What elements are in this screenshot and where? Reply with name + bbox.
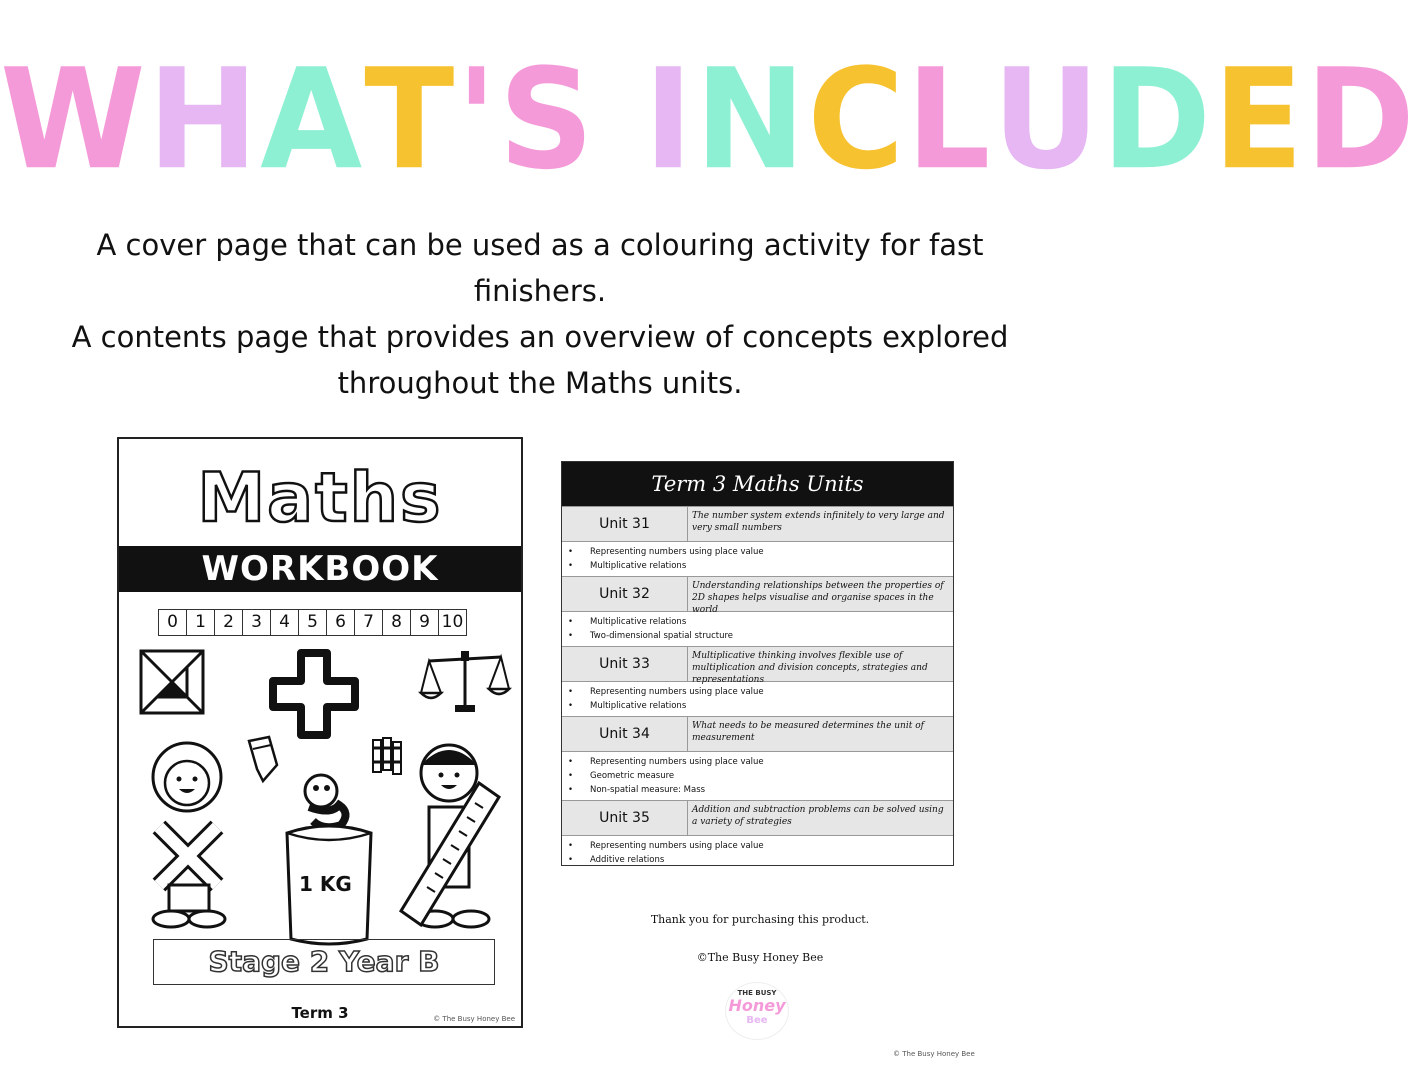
concept-item: • Geometric measure xyxy=(568,769,953,783)
number-cell: 4 xyxy=(270,609,299,636)
unit-name: Unit 32 xyxy=(562,577,688,611)
unit-name: Unit 35 xyxy=(562,801,688,835)
description xyxy=(60,222,1020,406)
kg-label: 1 KG xyxy=(299,872,352,896)
unit-row xyxy=(562,506,953,541)
number-cell: 3 xyxy=(242,609,271,636)
concept-item: • Additive relations xyxy=(568,853,953,867)
cover-page-preview xyxy=(117,437,523,1028)
unit-description: Multiplicative thinking involves flexible use of multiplication and division concepts, strategies and representations xyxy=(688,647,953,681)
concept-item: • Multiplicative relations xyxy=(568,559,953,573)
pencil-icon xyxy=(243,735,283,783)
headline-letter: L xyxy=(906,39,993,201)
number-cell: 1 xyxy=(186,609,215,636)
logo-text-2: Honey xyxy=(728,996,786,1015)
headline-letter: H xyxy=(147,39,261,201)
page-copyright: © The Busy Honey Bee xyxy=(893,1050,975,1058)
unit-row xyxy=(562,716,953,751)
number-cell: 10 xyxy=(438,609,467,636)
cover-band: WORKBOOK xyxy=(119,546,521,592)
headline-letter: N xyxy=(694,39,808,201)
concept-item: • Representing numbers using place value xyxy=(568,839,953,853)
ruler-icon xyxy=(395,779,505,929)
headline-letter xyxy=(596,36,644,204)
headline-letter: I xyxy=(643,39,695,201)
concept-item: • Non-spatial measure: Mass xyxy=(568,783,953,797)
number-cell: 6 xyxy=(326,609,355,636)
unit-concepts xyxy=(562,541,953,576)
headline-letter: ' xyxy=(456,39,499,201)
contents-title: Term 3 Maths Units xyxy=(562,462,953,506)
unit-description: The number system extends infinitely to very large and very small numbers xyxy=(688,507,953,541)
headline-letter: D xyxy=(1305,39,1417,201)
scales-icon xyxy=(421,649,509,715)
number-cell: 2 xyxy=(214,609,243,636)
headline-letter: D xyxy=(1101,39,1214,201)
headline-letter: T xyxy=(364,39,457,201)
headline xyxy=(0,39,1417,201)
number-cell: 8 xyxy=(382,609,411,636)
concept-item: • Representing numbers using place value xyxy=(568,685,953,699)
worm-icon xyxy=(279,769,379,949)
headline-letter: C xyxy=(807,39,907,201)
description-line-1: A cover page that can be used as a colouring activity for fast finishers. xyxy=(96,228,984,308)
unit-name: Unit 31 xyxy=(562,507,688,541)
concept-item: • Representing numbers using place value xyxy=(568,755,953,769)
unit-name: Unit 34 xyxy=(562,717,688,751)
cover-term: Term 3 xyxy=(291,1004,349,1022)
headline-letter: E xyxy=(1213,39,1306,201)
headline-letter: U xyxy=(992,39,1102,201)
unit-description: Addition and subtraction problems can be solved using a variety of strategies xyxy=(688,801,953,835)
unit-concepts xyxy=(562,681,953,716)
number-cell: 5 xyxy=(298,609,327,636)
number-line xyxy=(159,609,467,636)
unit-description: Understanding relationships between the properties of 2D shapes helps visualise and organise spaces in the world xyxy=(688,577,953,611)
cover-copyright: © The Busy Honey Bee xyxy=(433,1015,515,1023)
unit-row xyxy=(562,646,953,685)
concept-item: • Multiplicative relations xyxy=(568,615,953,629)
number-cell: 0 xyxy=(158,609,187,636)
number-cell: 9 xyxy=(410,609,439,636)
description-line-2: A contents page that provides an overview of concepts explored throughout the Maths units. xyxy=(71,320,1009,400)
logo-text-1: THE BUSY xyxy=(737,989,777,997)
concept-item: • Two-dimensional spatial structure xyxy=(568,629,953,643)
unit-row xyxy=(562,576,953,615)
unit-concepts xyxy=(562,835,953,870)
number-cell: 7 xyxy=(354,609,383,636)
copyright-note: ©The Busy Honey Bee xyxy=(696,951,824,964)
girl-icon xyxy=(139,735,239,935)
unit-concepts xyxy=(562,751,953,800)
cover-subtitle: Stage 2 Year B xyxy=(153,939,495,985)
units-table xyxy=(562,506,953,870)
headline-letter: W xyxy=(0,39,148,201)
unit-row xyxy=(562,800,953,835)
concept-item: • Representing numbers using place value xyxy=(568,545,953,559)
thank-you-note: Thank you for purchasing this product. xyxy=(650,913,870,926)
cover-title: Maths xyxy=(197,459,443,538)
logo-text-3: Bee xyxy=(746,1015,768,1026)
headline-letter: A xyxy=(260,39,365,201)
headline-letter: S xyxy=(498,39,596,201)
busy-honey-bee-logo xyxy=(726,983,788,1039)
plus-icon xyxy=(269,649,359,739)
contents-page-preview xyxy=(561,461,954,866)
unit-name: Unit 33 xyxy=(562,647,688,681)
concept-item: • Multiplicative relations xyxy=(568,699,953,713)
unit-description: What needs to be measured determines the unit of measurement xyxy=(688,717,953,751)
unit-concepts xyxy=(562,611,953,646)
tangram-icon xyxy=(139,649,205,715)
